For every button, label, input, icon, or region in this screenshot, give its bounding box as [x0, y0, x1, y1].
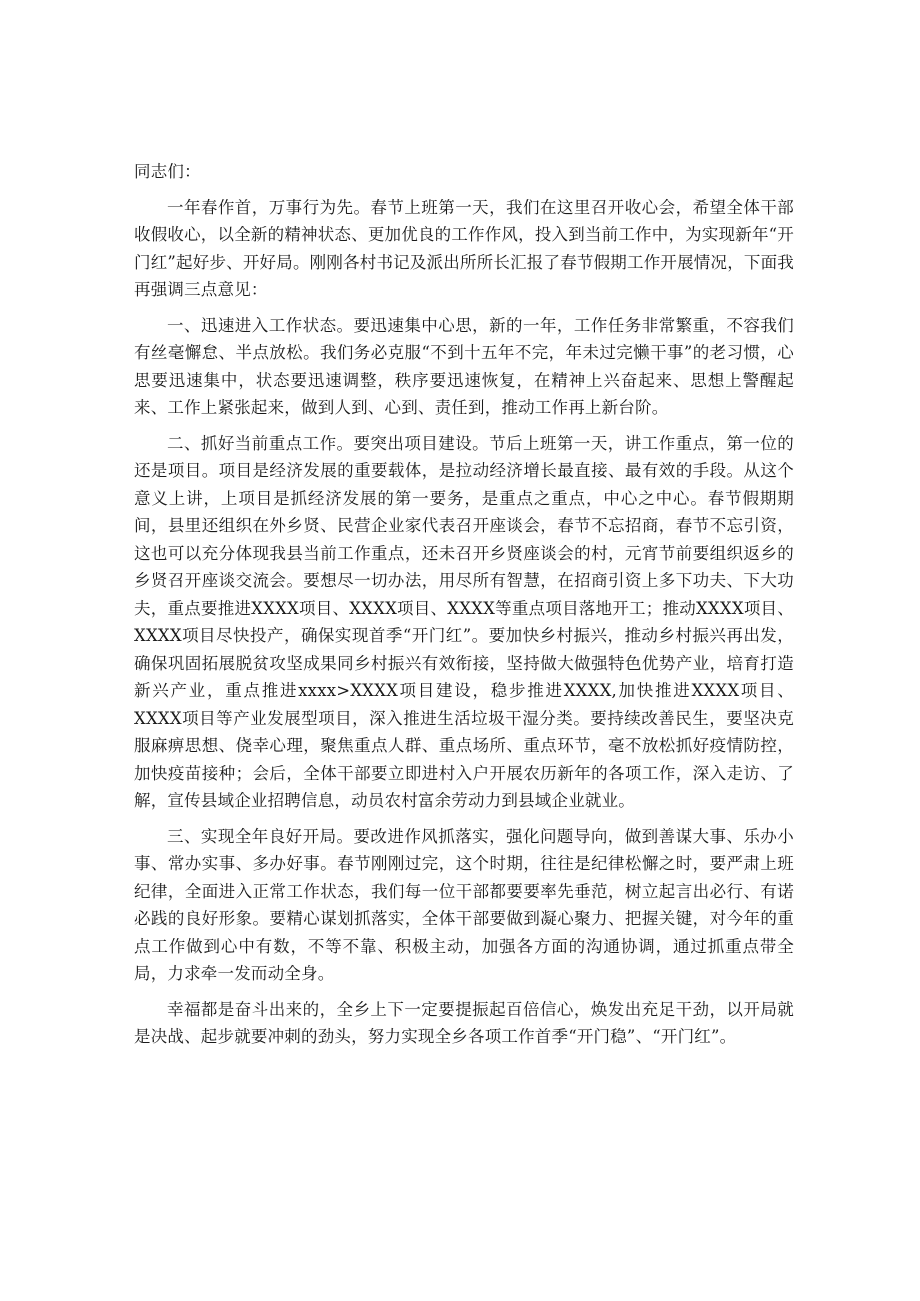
document-body [134, 158, 794, 1051]
paragraph-closing: 幸福都是奋斗出来的，全乡上下一定要提振起百倍信心，焕发出充足干劲，以开局就是决战、起步就要冲刺的劲头，努力实现全乡各项工作首季“开门稳”、“开门红”。 [134, 999, 794, 1046]
paragraph-point-three: 三、实现全年良好开局。要改进作风抓落实，强化问题导向，做到善谋大事、乐办小事、常办实事、多办好事。春节刚刚过完，这个时期，往往是纪律松懈之时，要严肃上班纪律，全面进入正常工作状态，我们每一位干部都要要率先垂范，树立起言出必行、有诺必践的良好形象。要精心谋划抓落实，全体干部要做到凝心聚力、把握关键，对今年的重点工作做到心中有数，不等不靠、积极主动，加强各方面的沟通协调，通过抓重点带全局，力求牵一发而动全身。 [134, 826, 794, 983]
paragraph-point-two: 二、抓好当前重点工作。要突出项目建设。节后上班第一天，讲工作重点，第一位的还是项目。项目是经济发展的重要载体，是拉动经济增长最直接、最有效的手段。从这个意义上讲，上项目是抓经济发展的第一要务，是重点之重点，中心之中心。春节假期期间，县里还组织在外乡贤、民营企业家代表召开座谈会，春节不忘招商，春节不忘引资，这也可以充分体现我县当前工作重点，还未召开乡贤座谈会的村，元宵节前要组织返乡的乡贤召开座谈交流会。要想尽一切办法，用尽所有智慧，在招商引资上多下功夫、下大功夫，重点要推进XXXX项目、XXXX项目、XXXX等重点项目落地开工；推动XXXX项目、XXXX项目尽快投产，确保实现首季“开门红”。要加快乡村振兴，推动乡村振兴再出发，确保巩固拓展脱贫攻坚成果同乡村振兴有效衔接，坚持做大做强特色优势产业，培育打造新兴产业，重点推进xxxx>XXXX项目建设，稳步推进XXXX,加快推进XXXX项目、XXXX项目等产业发展型项目，深入推进生活垃圾干湿分类。要持续改善民生，要坚决克服麻痹思想、侥幸心理，聚焦重点人群、重点场所、重点环节，毫不放松抓好疫情防控，加快疫苗接种；会后，全体干部要立即进村入户开展农历新年的各项工作，深入走访、了解，宣传县域企业招聘信息，动员农村富余劳动力到县域企业就业。 [134, 433, 794, 810]
paragraph-point-one: 一、迅速进入工作状态。要迅速集中心思，新的一年，工作任务非常繁重，不容我们有丝毫懈怠、半点放松。我们务必克服“不到十五年不完，年未过完懒干事”的老习惯，心思要迅速集中，状态要迅速调整，秩序要迅速恢复，在精神上兴奋起来、思想上警醒起来、工作上紧张起来，做到人到、心到、责任到，推动工作再上新台阶。 [134, 315, 794, 417]
salutation: 同志们： [134, 162, 201, 181]
paragraph-intro: 一年春作首，万事行为先。春节上班第一天，我们在这里召开收心会，希望全体干部收假收心，以全新的精神状态、更加优良的工作作风，投入到当前工作中，为实现新年“开门红”起好步、开好局。刚刚各村书记及派出所所长汇报了春节假期工作开展情况，下面我再强调三点意见： [134, 197, 794, 299]
